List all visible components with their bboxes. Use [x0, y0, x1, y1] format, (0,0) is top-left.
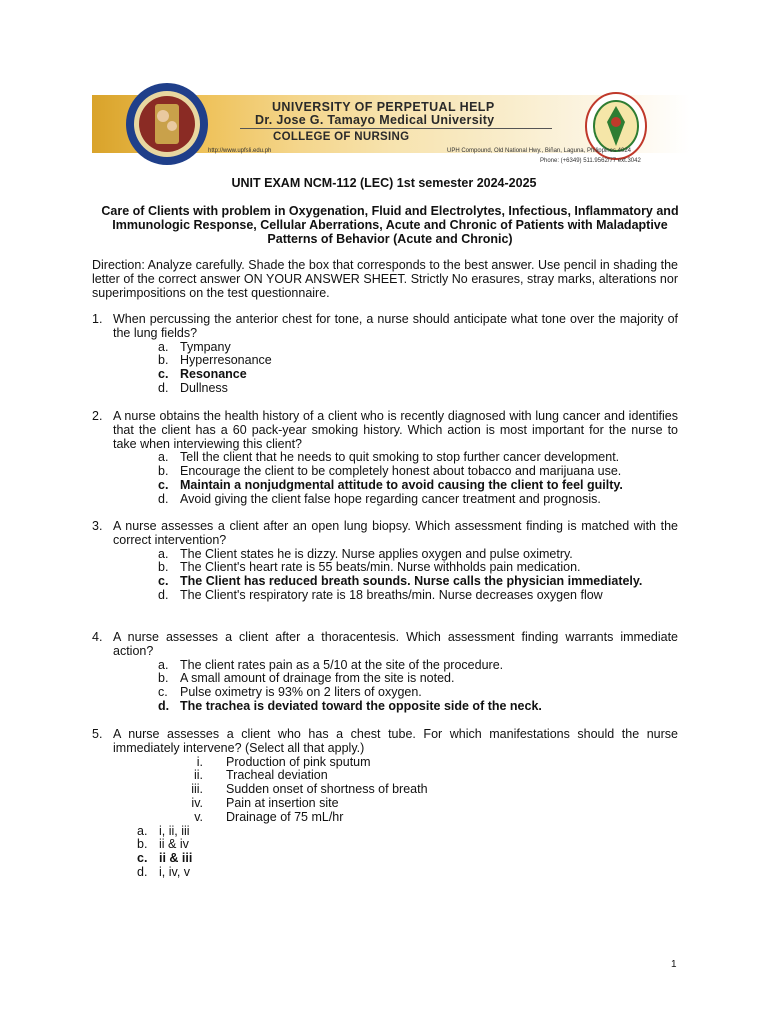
question-3: [92, 520, 678, 603]
option-text: Hyperresonance: [180, 353, 272, 368]
option-text: Encourage the client to be completely honest about tobacco and marijuana use.: [180, 464, 622, 479]
option-text: The trachea is deviated toward the opposite side of the neck.: [180, 698, 542, 713]
option-text: The client rates pain as a 5/10 at the site of the procedure.: [180, 657, 504, 672]
question-5: [92, 728, 678, 880]
option-text: Resonance: [180, 367, 247, 382]
roman-item-iii: [92, 783, 678, 797]
option-b: [158, 672, 678, 686]
option-c-correct: [158, 479, 678, 493]
roman-numeral: ii.: [193, 768, 203, 783]
option-text: Tympany: [180, 339, 231, 354]
option-letter: a.: [137, 823, 148, 838]
roman-item-text: Production of pink sputum: [226, 754, 371, 769]
university-name: UNIVERSITY OF PERPETUAL HELP: [272, 100, 495, 114]
address-text: UPH Compound, Old National Hwy., Biñan, Laguna, Philippines 4024: [447, 148, 631, 154]
option-b: [158, 354, 678, 368]
option-letter: a.: [158, 450, 169, 465]
option-a: [158, 341, 678, 355]
option-letter: c.: [158, 685, 168, 700]
option-letter: a.: [158, 546, 169, 561]
option-letter: b.: [158, 671, 169, 686]
website-link[interactable]: http://www.upfsli.edu.ph: [208, 148, 272, 154]
option-letter: d.: [137, 864, 148, 879]
option-a: [158, 451, 678, 465]
roman-item-i: [92, 756, 678, 770]
roman-item-ii: [92, 769, 678, 783]
question-text: A nurse assesses a client after a thoracentesis. Which assessment finding warrants immediate action?: [113, 630, 678, 658]
option-text: A small amount of drainage from the site is noted.: [180, 671, 455, 686]
option-text: Tell the client that he needs to quit smoking to stop further cancer development.: [180, 450, 620, 465]
roman-item-v: [92, 811, 678, 825]
question-text: A nurse assesses a client after an open lung biopsy. Which assessment finding is matched with the correct intervention?: [113, 519, 678, 547]
option-letter: c.: [158, 574, 169, 589]
course-title: Care of Clients with problem in Oxygenation, Fluid and Electrolytes, Infectious, Inflammatory and Immunologic Response, Cellular Aberrations, Acute and Chronic of Patients with Maladaptive Patterns of Behavior (Acute and Chronic): [101, 204, 679, 246]
option-b: [137, 838, 678, 852]
option-a: [158, 548, 678, 562]
roman-numeral: i.: [196, 754, 203, 769]
option-text: i, iv, v: [159, 864, 191, 879]
question-4: [92, 631, 678, 714]
option-letter: b.: [158, 353, 169, 368]
option-c-correct: [158, 575, 678, 589]
question-text: A nurse assesses a client who has a chest tube. For which manifestations should the nurse immediately intervene? (Select all that apply.): [113, 727, 678, 755]
option-letter: a.: [158, 657, 169, 672]
option-letter: a.: [158, 339, 169, 354]
roman-numeral: iv.: [191, 795, 203, 810]
directions-text: Direction: Analyze carefully. Shade the box that corresponds to the best answer. Use pencil in shading the letter of the correct answer ON YOUR ANSWER SHEET. Strictly No erasures, stray marks, alterations nor superimpositions on the test questionnaire.: [92, 258, 678, 300]
option-a: [158, 659, 678, 673]
phone-text: Phone: (+6349) 511.9562/77 ext.3042: [540, 158, 641, 164]
page-number: 1: [671, 959, 677, 970]
question-number: 1.: [92, 312, 103, 326]
question-2: [92, 410, 678, 507]
university-seal-logo: [125, 82, 209, 166]
option-letter: d.: [158, 587, 169, 602]
option-d: [137, 866, 678, 880]
option-letter: d.: [158, 698, 170, 713]
option-text: The Client has reduced breath sounds. Nurse calls the physician immediately.: [180, 574, 643, 589]
option-b: [158, 561, 678, 575]
option-text: The Client's heart rate is 55 beats/min. Nurse withholds pain medication.: [180, 560, 581, 575]
option-text: The Client states he is dizzy. Nurse applies oxygen and pulse oximetry.: [180, 546, 573, 561]
roman-numeral: iii.: [191, 782, 203, 797]
option-letter: b.: [137, 837, 148, 852]
option-letter: d.: [158, 380, 169, 395]
option-a: [137, 825, 678, 839]
option-letter: b.: [158, 464, 169, 479]
option-d: [158, 589, 678, 603]
college-name: COLLEGE OF NURSING: [273, 131, 410, 143]
option-letter: c.: [137, 851, 148, 866]
question-text: When percussing the anterior chest for tone, a nurse should anticipate what tone over the majority of the lung fields?: [113, 312, 678, 340]
option-d-correct: [158, 700, 678, 714]
option-letter: c.: [158, 477, 169, 492]
medical-university-name: Dr. Jose G. Tamayo Medical University: [255, 113, 495, 127]
roman-item-text: Drainage of 75 mL/hr: [226, 809, 344, 824]
option-text: The Client's respiratory rate is 18 breaths/min. Nurse decreases oxygen flow: [180, 587, 603, 602]
option-text: Maintain a nonjudgmental attitude to avoid causing the client to feel guilty.: [180, 477, 623, 492]
roman-item-text: Tracheal deviation: [226, 768, 328, 783]
question-number: 3.: [92, 519, 103, 533]
option-d: [158, 493, 678, 507]
roman-item-text: Sudden onset of shortness of breath: [226, 782, 428, 797]
header-divider: [240, 128, 552, 129]
roman-item-iv: [92, 797, 678, 811]
question-text: A nurse obtains the health history of a client who is recently diagnosed with lung cancer and identifies that the client has a 60 pack-year smoking history. Which action is most important for the nurse to take when interviewing this client?: [113, 409, 678, 451]
option-letter: c.: [158, 367, 169, 382]
option-text: ii & iv: [159, 837, 189, 852]
question-number: 2.: [92, 409, 103, 423]
option-c-correct: [158, 368, 678, 382]
option-text: i, ii, iii: [159, 823, 190, 838]
option-c-correct: [137, 852, 678, 866]
option-letter: b.: [158, 560, 169, 575]
question-number: 4.: [92, 630, 103, 644]
option-c: [158, 686, 678, 700]
option-letter: d.: [158, 491, 169, 506]
option-text: ii & iii: [159, 851, 193, 866]
question-1: [92, 313, 678, 396]
exam-title: UNIT EXAM NCM-112 (LEC) 1st semester 2024-2025: [231, 176, 537, 190]
option-text: Avoid giving the client false hope regarding cancer treatment and prognosis.: [180, 491, 601, 506]
option-d: [158, 382, 678, 396]
roman-item-text: Pain at insertion site: [226, 795, 339, 810]
option-text: Pulse oximetry is 93% on 2 liters of oxygen.: [180, 685, 422, 700]
roman-numeral: v.: [194, 809, 203, 824]
option-b: [158, 465, 678, 479]
option-text: Dullness: [180, 380, 228, 395]
question-number: 5.: [92, 727, 103, 741]
